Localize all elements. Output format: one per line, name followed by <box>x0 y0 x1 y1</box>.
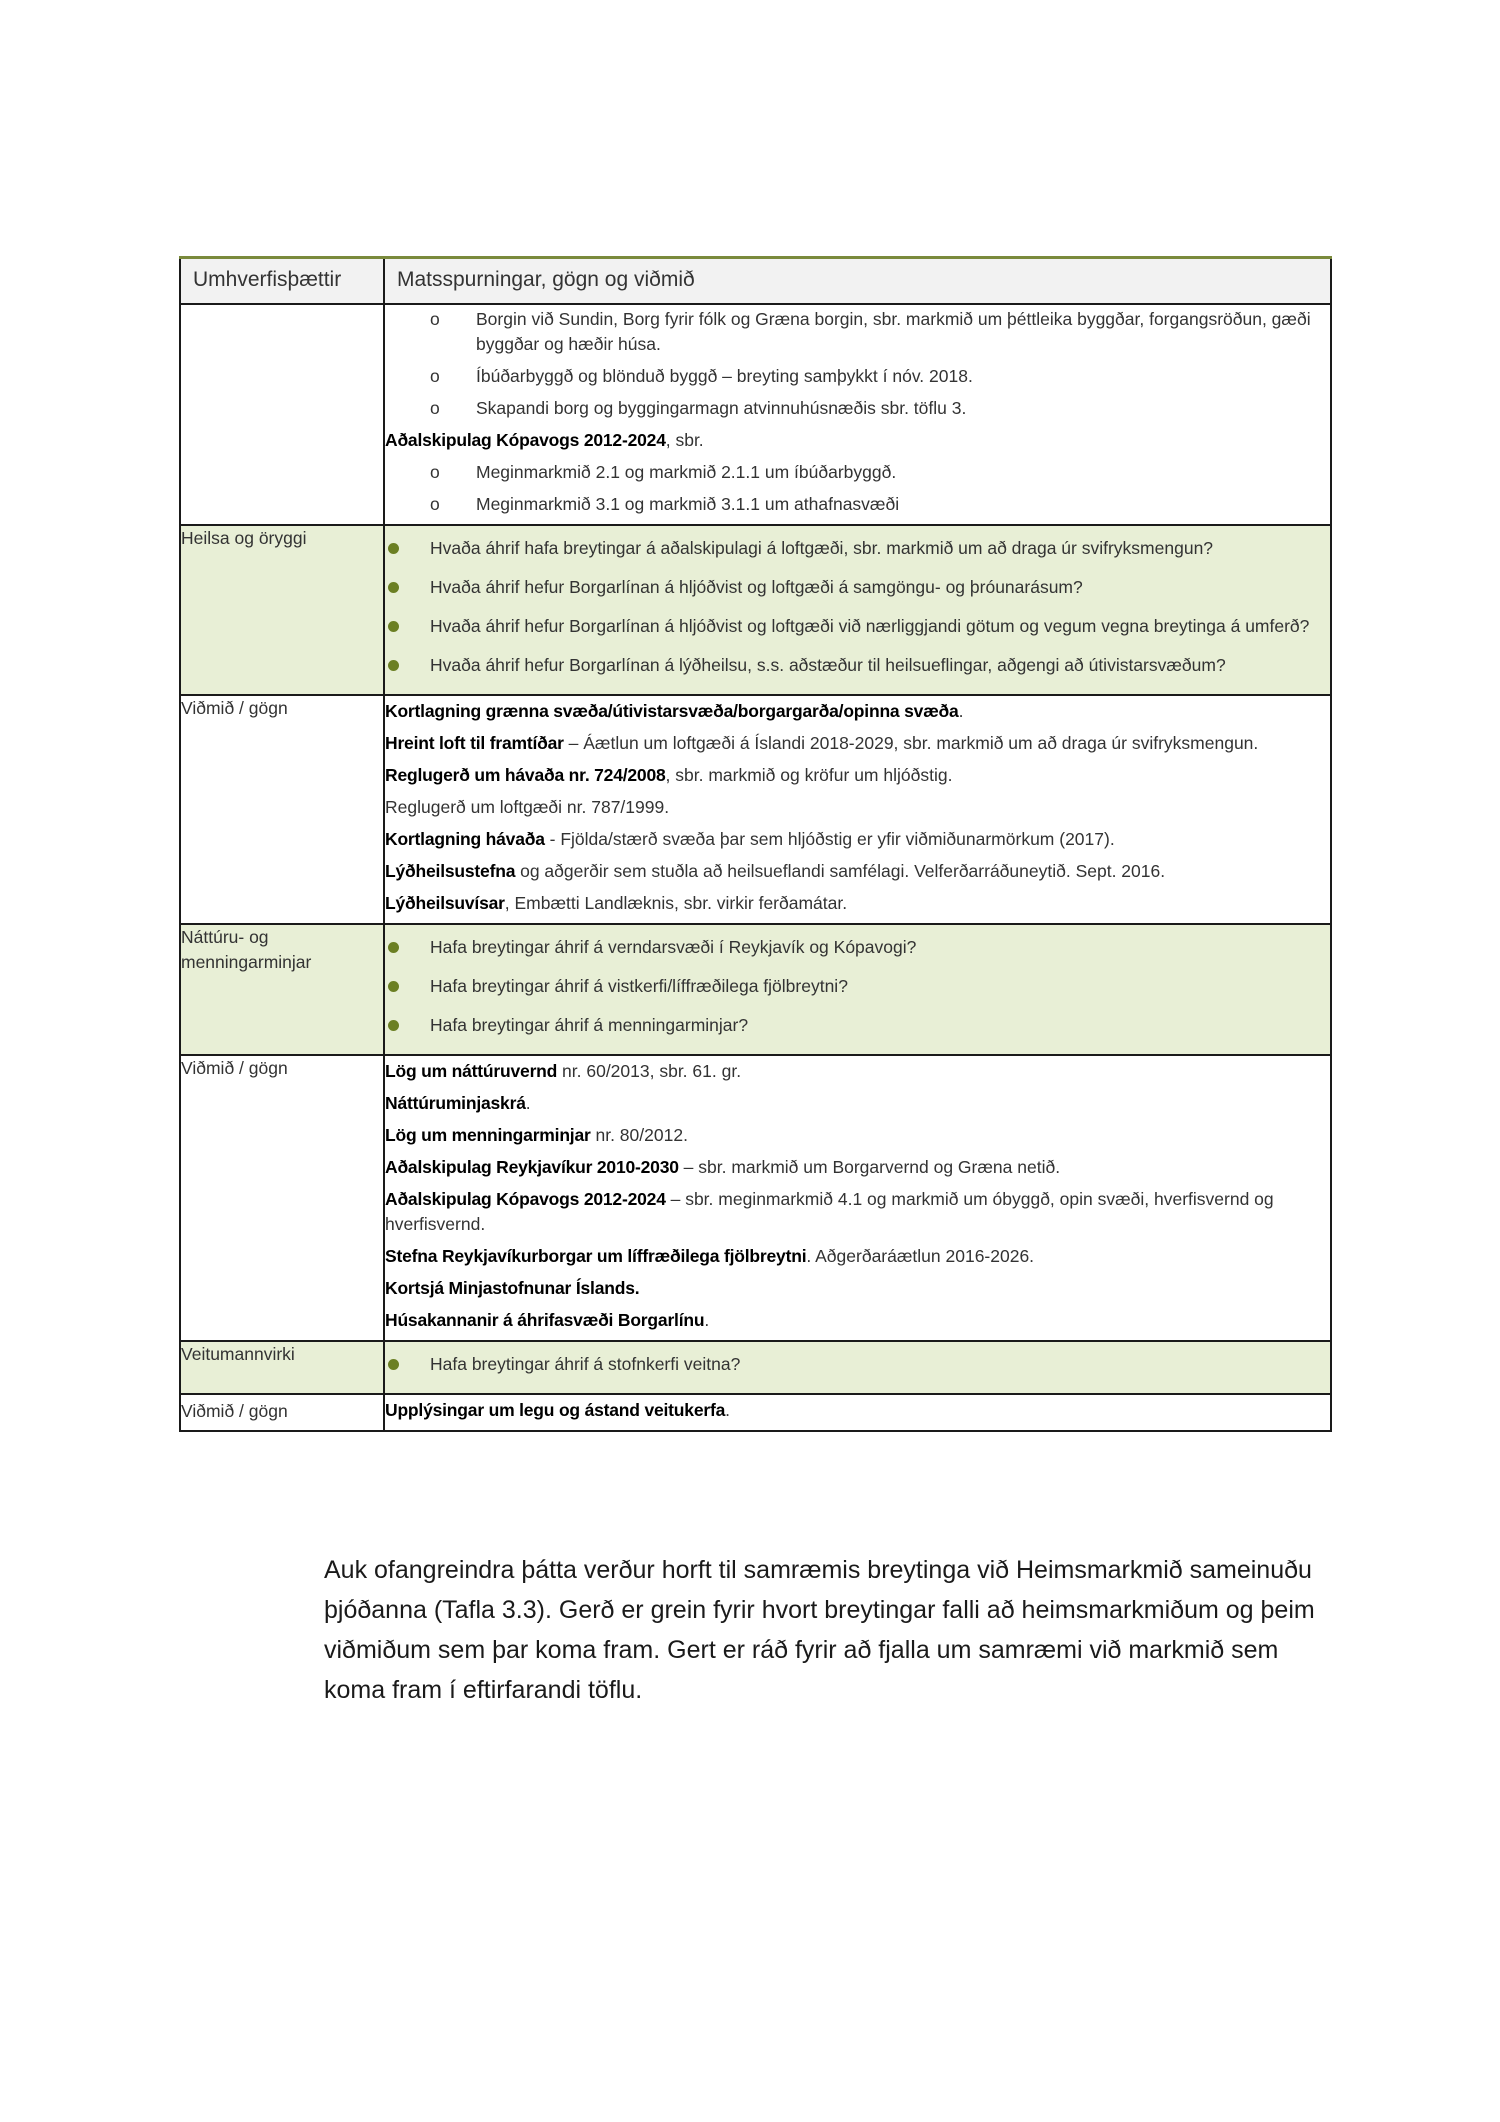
table-header-row <box>180 258 1331 305</box>
kopavogur-plan-line <box>385 428 1330 453</box>
sub-list-item: o Íbúðarbyggð og blönduð byggð – breyting samþykkt í nóv. 2018. <box>385 364 1330 389</box>
sub-list-item: o Skapandi borg og byggingarmagn atvinnuhúsnæðis sbr. töflu 3. <box>385 396 1330 421</box>
health-questions-cell <box>384 525 1331 695</box>
nature-question-list <box>385 925 1330 1054</box>
nature-criteria-label: Viðmið / gögn <box>180 1055 384 1341</box>
bullet-dot-icon <box>388 543 399 554</box>
utilities-questions-cell <box>384 1341 1331 1394</box>
sub-list-item: o Meginmarkmið 2.1 og markmið 2.1.1 um íbúðarbyggð. <box>385 460 1330 485</box>
question-item: Hvaða áhrif hefur Borgarlínan á lýðheilsu, s.s. aðstæður til heilsueflingar, aðgengi að útivistarsvæðum? <box>385 653 1330 678</box>
bullet-dot-icon <box>388 942 399 953</box>
question-item: Hvaða áhrif hafa breytingar á aðalskipulagi á loftgæði, sbr. markmið um að draga úr svifryksmengun? <box>385 536 1330 561</box>
criteria-line: Stefna Reykjavíkurborgar um líffræðilega fjölbreytni. Aðgerðaráætlun 2016-2026. <box>385 1246 1035 1266</box>
sub-list-item: o Meginmarkmið 3.1 og markmið 3.1.1 um athafnasvæði <box>385 492 1330 517</box>
bullet-dot-icon <box>388 660 399 671</box>
criteria-line: Aðalskipulag Reykjavíkur 2010-2030 – sbr. markmið um Borgarvernd og Græna netið. <box>385 1157 1061 1177</box>
nature-label: Náttúru- og menningarminjar <box>180 924 384 1055</box>
nature-criteria-cell <box>384 1055 1331 1341</box>
bullet-dot-icon <box>388 981 399 992</box>
criteria-line: Reglugerð um hávaða nr. 724/2008, sbr. markmið og kröfur um hljóðstig. <box>385 765 953 785</box>
bullet-dot-icon <box>388 621 399 632</box>
kopavogur-plan-suffix: , sbr. <box>665 430 704 450</box>
table-row-health <box>180 525 1331 695</box>
criteria-line: Húsakannanir á áhrifasvæði Borgarlínu. <box>385 1310 710 1330</box>
nature-questions-cell <box>384 924 1331 1055</box>
criteria-line: Kortlagning hávaða - Fjölda/stærð svæða þar sem hljóðstig er yfir viðmiðunarmörkum (2017). <box>385 829 1115 849</box>
table-row-continuation <box>180 304 1331 525</box>
bullet-dot-icon <box>388 1359 399 1370</box>
criteria-line: Kortlagning grænna svæða/útivistarsvæða/borgargarða/opinna svæða. <box>385 701 964 721</box>
criteria-line: Aðalskipulag Kópavogs 2012-2024 – sbr. meginmarkmið 4.1 og markmið um óbyggð, opin svæði, hverfisvernd og hverfisvernd. <box>385 1189 1274 1234</box>
continuation-sub-list <box>385 307 1330 421</box>
question-item: Hvaða áhrif hefur Borgarlínan á hljóðvist og loftgæði við nærliggjandi götum og vegum vegna breytinga á umferð? <box>385 614 1330 639</box>
health-label: Heilsa og öryggi <box>180 525 384 695</box>
header-environmental-factors: Umhverfisþættir <box>180 258 384 305</box>
bullet-dot-icon <box>388 582 399 593</box>
criteria-line: Lýðheilsustefna og aðgerðir sem stuðla að heilsueflandi samfélagi. Velferðarráðuneytið. Sept. 2016. <box>385 861 1166 881</box>
criteria-line: Lög um náttúruvernd nr. 60/2013, sbr. 61. gr. <box>385 1061 742 1081</box>
criteria-line: Lýðheilsuvísar, Embætti Landlæknis, sbr. virkir ferðamátar. <box>385 893 848 913</box>
table-row-utilities-criteria <box>180 1394 1331 1431</box>
question-item: Hafa breytingar áhrif á menningarminjar? <box>385 1013 1330 1038</box>
kopavogur-sub-list <box>385 460 1330 517</box>
table-row-nature <box>180 924 1331 1055</box>
health-question-list <box>385 526 1330 694</box>
utilities-label: Veitumannvirki <box>180 1341 384 1394</box>
utilities-question-list <box>385 1342 1330 1393</box>
body-paragraph: Auk ofangreindra þátta verður horft til samræmis breytinga við Heimsmarkmið sameinuðu þjóðanna (Tafla 3.3). Gerð er grein fyrir hvort breytingar falli að heimsmarkmiðum og þeim viðmiðum sem þar koma fram. Gert er ráð fyrir að fjalla um samræmi við markmið sem koma fram í eftirfarandi töflu. <box>324 1556 1315 1704</box>
health-criteria-cell <box>384 695 1331 924</box>
table-row-health-criteria <box>180 695 1331 924</box>
criteria-line: Reglugerð um loftgæði nr. 787/1999. <box>385 797 670 817</box>
table-row-nature-criteria <box>180 1055 1331 1341</box>
question-item: Hvaða áhrif hefur Borgarlínan á hljóðvist og loftgæði á samgöngu- og þróunarásum? <box>385 575 1330 600</box>
assessment-table <box>179 256 1332 1432</box>
continuation-label-cell <box>180 304 384 525</box>
kopavogur-plan-title: Aðalskipulag Kópavogs 2012-2024 <box>385 430 666 450</box>
criteria-line: Upplýsingar um legu og ástand veitukerfa. <box>385 1400 731 1420</box>
utilities-criteria-cell <box>384 1394 1331 1431</box>
continuation-content-cell <box>384 304 1331 525</box>
header-questions-criteria: Matsspurningar, gögn og viðmið <box>384 258 1331 305</box>
question-item: Hafa breytingar áhrif á stofnkerfi veitna? <box>385 1352 1330 1377</box>
table-row-utilities <box>180 1341 1331 1394</box>
health-criteria-label: Viðmið / gögn <box>180 695 384 924</box>
sub-list-item: o Borgin við Sundin, Borg fyrir fólk og Græna borgin, sbr. markmið um þéttleika byggðar, forgangsröðun, gæði byggðar og hæðir húsa. <box>385 307 1330 357</box>
criteria-line: Lög um menningarminjar nr. 80/2012. <box>385 1125 688 1145</box>
criteria-line: Kortsjá Minjastofnunar Íslands. <box>385 1278 640 1298</box>
bullet-dot-icon <box>388 1020 399 1031</box>
question-item: Hafa breytingar áhrif á verndarsvæði í Reykjavík og Kópavogi? <box>385 935 1330 960</box>
criteria-line: Hreint loft til framtíðar – Áætlun um loftgæði á Íslandi 2018-2029, sbr. markmið um að draga úr svifryksmengun. <box>385 733 1259 753</box>
utilities-criteria-label: Viðmið / gögn <box>180 1394 384 1431</box>
criteria-line: Náttúruminjaskrá. <box>385 1093 531 1113</box>
question-item: Hafa breytingar áhrif á vistkerfi/líffræðilega fjölbreytni? <box>385 974 1330 999</box>
